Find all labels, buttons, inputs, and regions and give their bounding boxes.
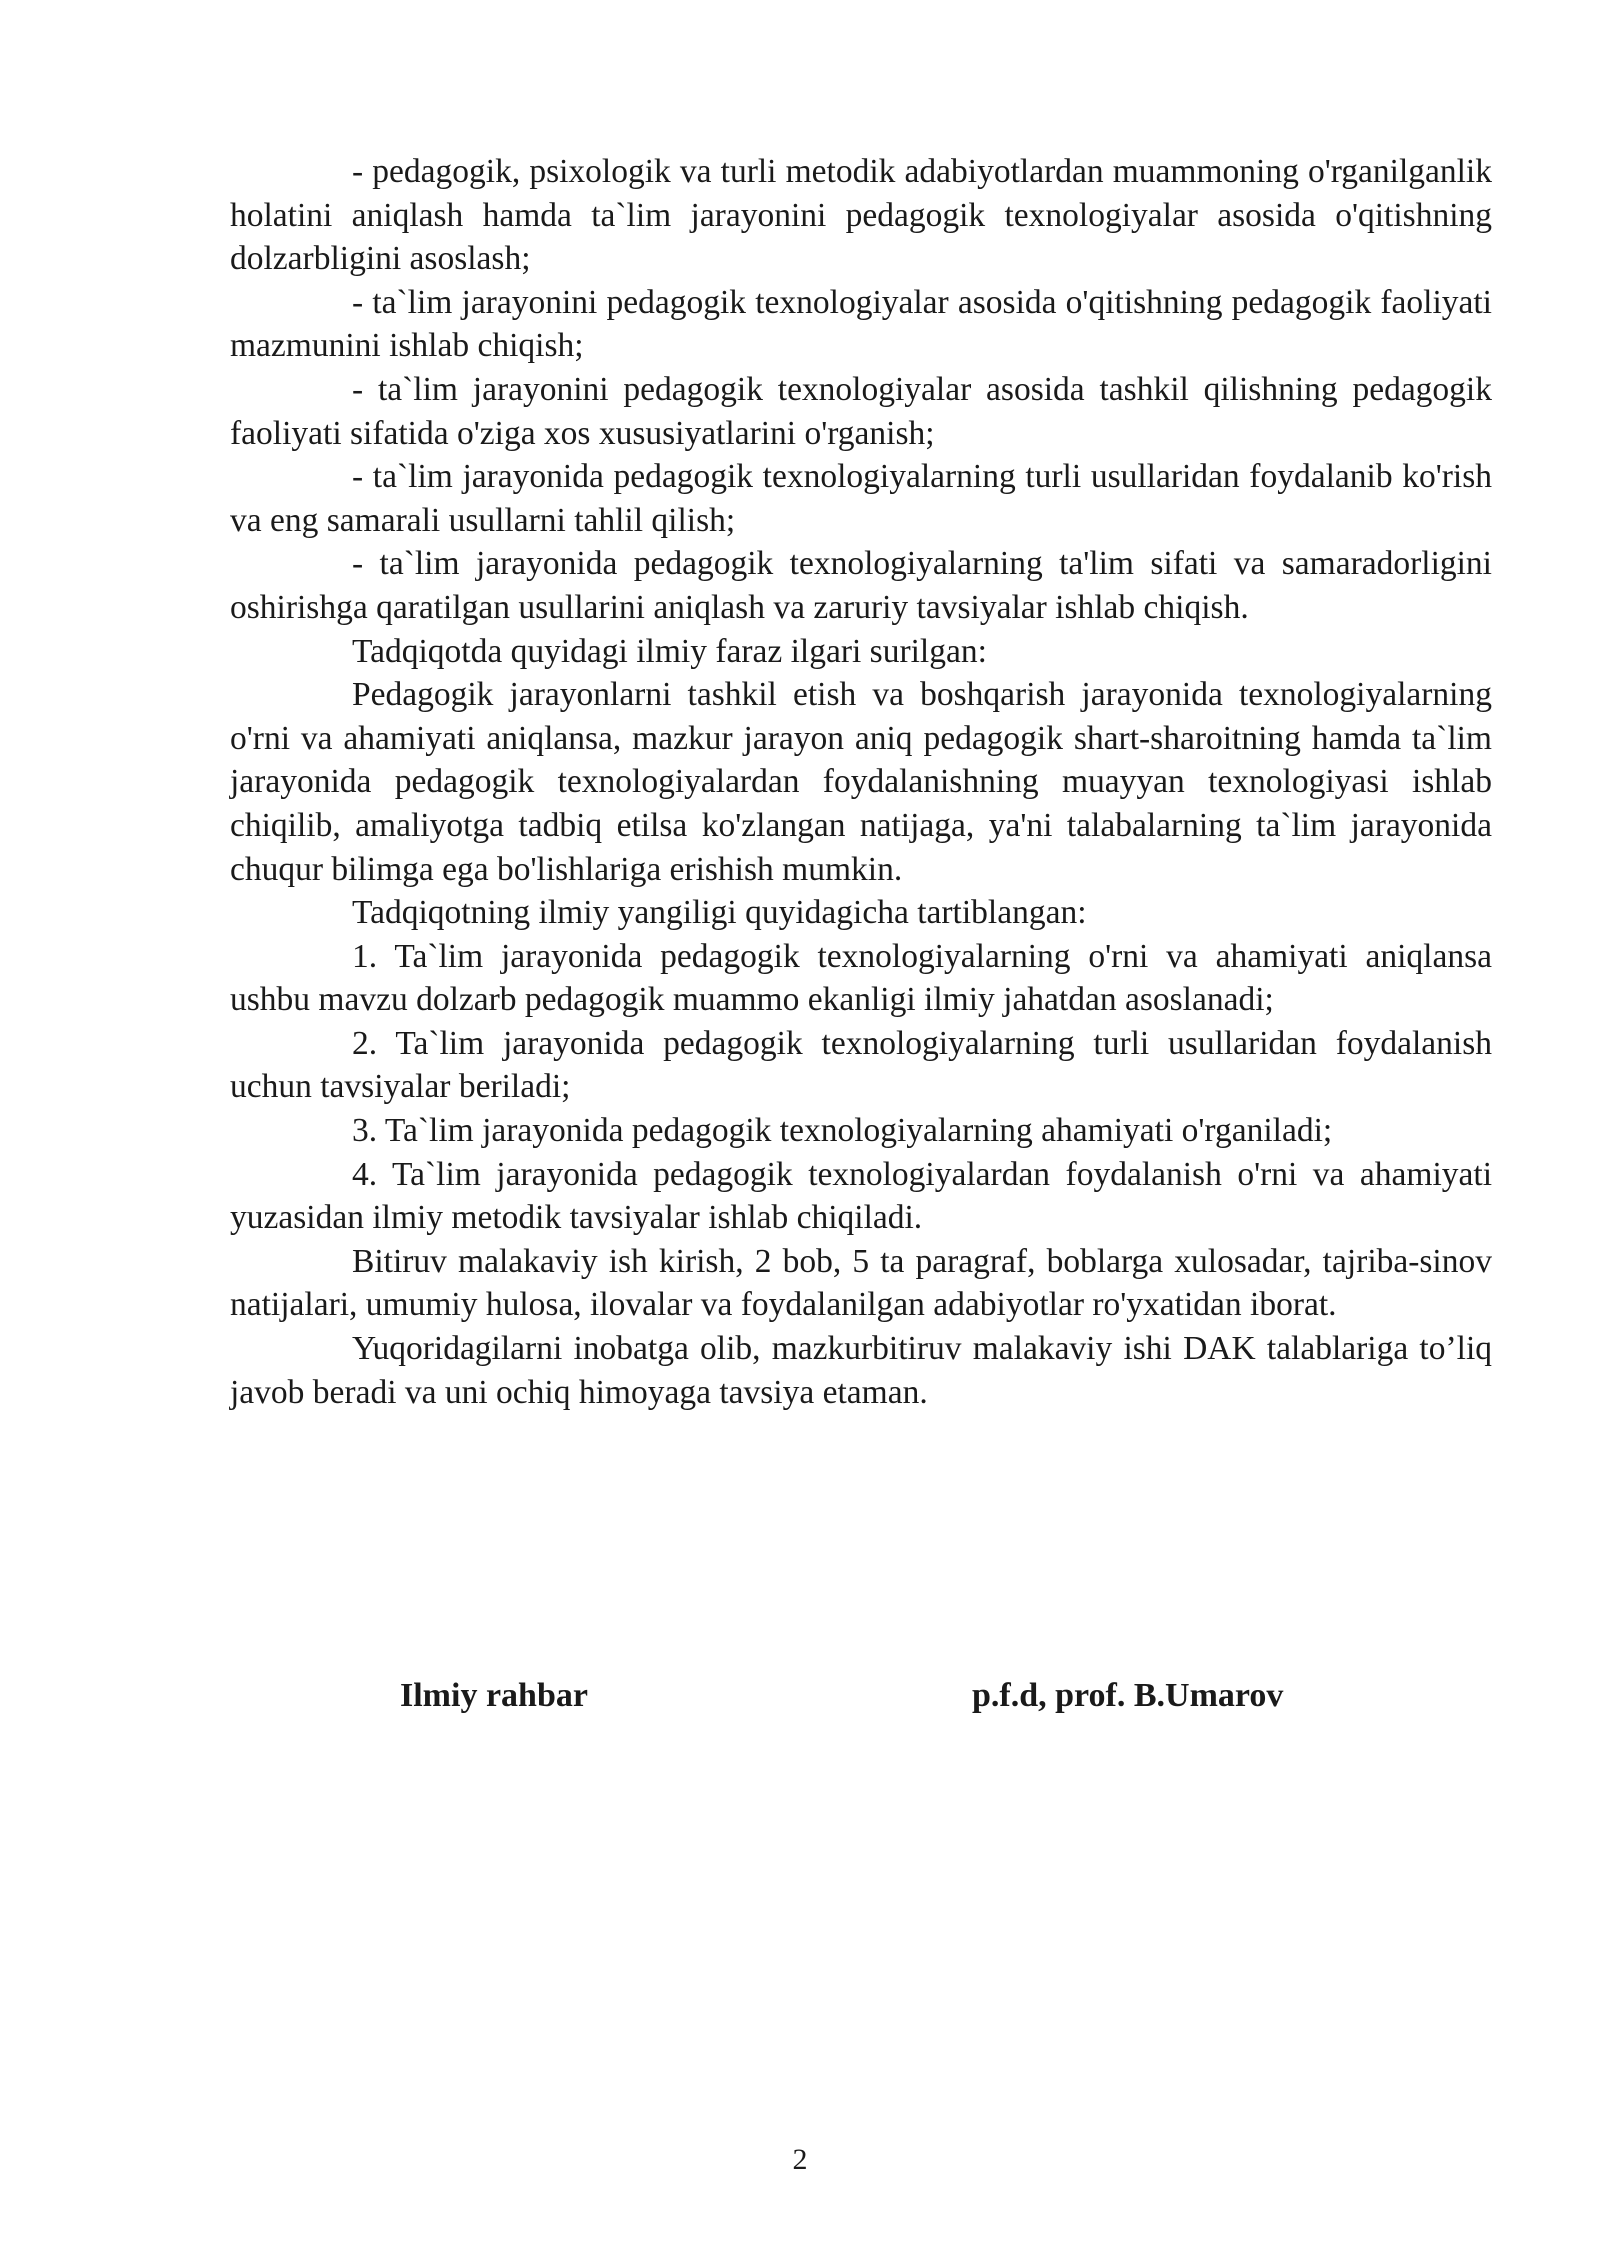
signature-name: p.f.d, prof. B.Umarov (972, 1677, 1284, 1714)
paragraph-objective-1: - pedagogik, psixologik va turli metodik adabiyotlardan muammoning o'rganilganlik holatini aniqlash hamda ta`lim jarayonini pedagogik texnologiyalar asosida o'qitishning dolzarbligini asoslash; (230, 153, 1492, 278)
paragraph-objective-4: - ta`lim jarayonida pedagogik texnologiyalarning turli usullaridan foydalanib ko'rish va eng samarali usullarni tahlil qilish; (230, 458, 1492, 539)
paragraph-conclusion: Yuqoridagilarni inobatga olib, mazkurbitiruv malakaviy ishi DAK talablariga to’liq javob beradi va uni ochiq himoyaga tavsiya etaman. (230, 1330, 1492, 1411)
paragraph-objective-3: - ta`lim jarayonini pedagogik texnologiyalar asosida tashkil qilishning pedagogik faoliyati sifatida o'ziga xos xususiyatlarini o'rganish; (230, 370, 1492, 452)
paragraph-novelty-4: 4. Ta`lim jarayonida pedagogik texnologiyalardan foydalanish o'rni va ahamiyati yuzasidan ilmiy metodik tavsiyalar ishlab chiqiladi. (230, 1155, 1492, 1237)
paragraph-novelty-2: 2. Ta`lim jarayonida pedagogik texnologiyalarning turli usullaridan foydalanish uchun tavsiyalar beriladi; (230, 1024, 1492, 1106)
paragraph-objective-2: - ta`lim jarayonini pedagogik texnologiyalar asosida o'qitishning pedagogik faoliyati mazmunini ishlab chiqish; (230, 283, 1492, 365)
signature-block (0, 1672, 1600, 1720)
paragraph-hypothesis: Pedagogik jarayonlarni tashkil etish va boshqarish jarayonida texnologiyalarning o'rni va ahamiyati aniqlansa, mazkur jarayon aniq pedagogik shart-sharoitning hamda ta`lim jarayonida pedagogik texnologiyalardan foydalanishning muayyan texnologiyasi ishlab chiqilib, amaliyotga tadbiq etilsa ko'zlangan natijaga, ya'ni talabalarning ta`lim jarayonida chuqur bilimga ega bo'lishlariga erishish mumkin. (230, 676, 1492, 888)
paragraph-objective-5: - ta`lim jarayonida pedagogik texnologiyalarning ta'lim sifati va samaradorligini oshirishga qaratilgan usullarini aniqlash va zaruriy tavsiyalar ishlab chiqish. (230, 545, 1492, 626)
page-number: 2 (792, 2143, 808, 2176)
paragraph-structure: Bitiruv malakaviy ish kirish, 2 bob, 5 ta paragraf, boblarga xulosadar, tajriba-sinov natijalari, umumiy hulosa, ilovalar va foydalanilgan adabiyotlar ro'yxatidan iborat. (230, 1242, 1492, 1324)
paragraph-novelty-3: 3. Ta`lim jarayonida pedagogik texnologiyalarning ahamiyati o'rganiladi; (352, 1112, 1333, 1150)
paragraph-novelty-1: 1. Ta`lim jarayonida pedagogik texnologiyalarning o'rni va ahamiyati aniqlansa ushbu mavzu dolzarb pedagogik muammo ekanligi ilmiy jahatdan asoslanadi; (230, 937, 1492, 1019)
signature-role: Ilmiy rahbar (400, 1677, 588, 1714)
paragraph-novelty-heading: Tadqiqotning ilmiy yangiligi quyidagicha tartiblangan: (352, 894, 1087, 932)
paragraph-hypothesis-heading: Tadqiqotda quyidagi ilmiy faraz ilgari surilgan: (352, 632, 987, 670)
document-body (230, 150, 1492, 1414)
